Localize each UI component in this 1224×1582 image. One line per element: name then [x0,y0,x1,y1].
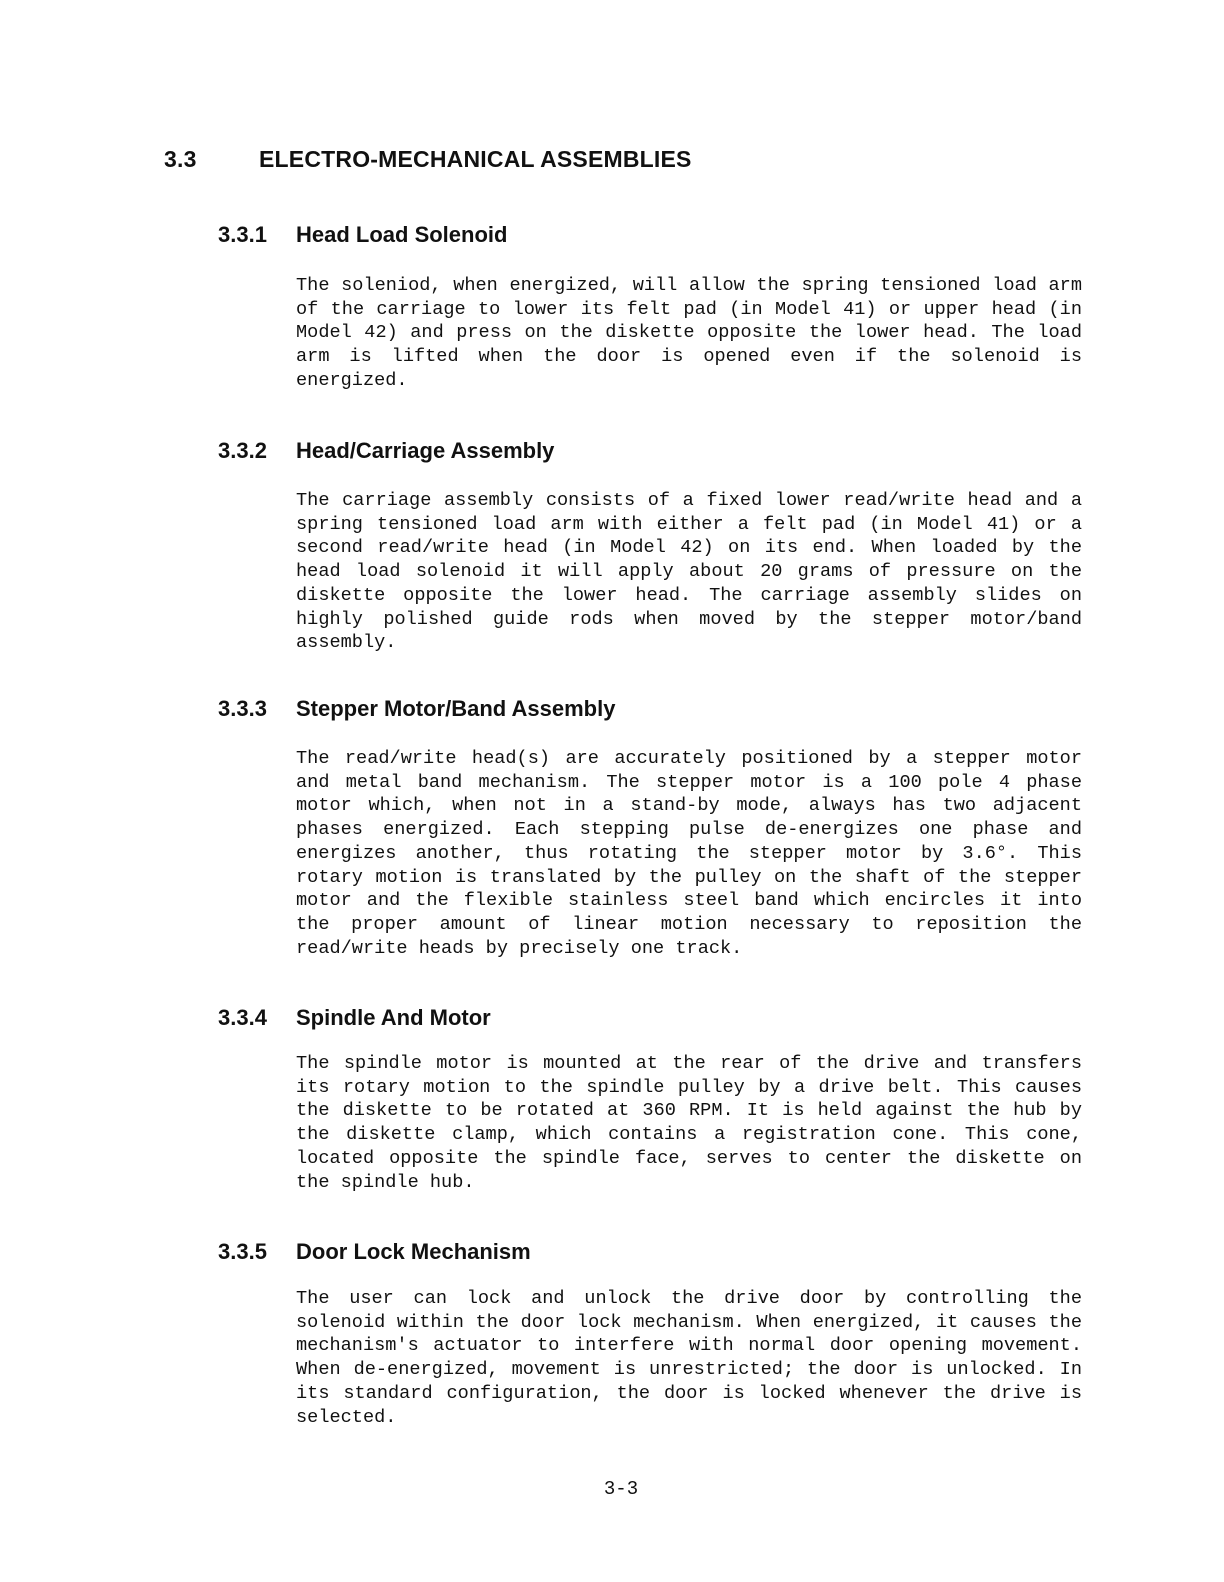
subsection-number: 3.3.3 [218,696,267,721]
subsection-body-3-3-3: The read/write head(s) are accurately positioned by a stepper motor and metal band mechanism. The stepper motor is a 100 pole 4 phase motor which, when not in a stand-by mode, always has two adjacent phases energized. Each stepping pulse de-energizes one phase and energizes another, thus rotating the stepper motor by 3.6°. This rotary motion is translated by the pulley on the shaft of the stepper motor and the flexible stainless steel band which encircles it into the proper amount of linear motion necessary to reposition the read/write heads by precisely one track. [296,748,1082,959]
subsection-heading-3-3-1 [218,222,507,248]
page-number: 3-3 [603,1478,639,1500]
subsection-title: Spindle And Motor [296,1005,491,1030]
subsection-number: 3.3.4 [218,1005,267,1030]
subsection-body-3-3-5: The user can lock and unlock the drive door by controlling the solenoid within the door lock mechanism. When energized, it causes the mechanism's actuator to interfere with normal door opening movement. When de-energized, movement is unrestricted; the door is unlocked. In its standard configuration, the door is locked whenever the drive is selected. [296,1288,1082,1428]
subsection-heading-3-3-5 [218,1239,531,1265]
subsection-title: Head/Carriage Assembly [296,438,555,463]
subsection-title: Head Load Solenoid [296,222,508,247]
subsection-heading-3-3-3 [218,696,615,722]
section-number: 3.3 [164,146,197,172]
subsection-heading-3-3-2 [218,438,554,464]
subsection-body-3-3-4: The spindle motor is mounted at the rear of the drive and transfers its rotary motion to the spindle pulley by a drive belt. This causes the diskette to be rotated at 360 RPM. It is held against the hub by the diskette clamp, which contains a registration cone. This cone, located opposite the spindle face, serves to center the diskette on the spindle hub. [296,1053,1082,1193]
subsection-number: 3.3.5 [218,1239,267,1264]
section-title: ELECTRO-MECHANICAL ASSEMBLIES [259,146,692,172]
subsection-title: Door Lock Mechanism [296,1239,531,1264]
subsection-heading-3-3-4 [218,1005,491,1031]
subsection-body-3-3-2: The carriage assembly consists of a fixed lower read/write head and a spring tensioned load arm with either a felt pad (in Model 41) or a second read/write head (in Model 42) on its end. When loaded by the head load solenoid it will apply about 20 grams of pressure on the diskette opposite the lower head. The carriage assembly slides on highly polished guide rods when moved by the stepper motor/band assembly. [296,490,1082,654]
section-heading [164,146,692,173]
subsection-body-3-3-1: The soleniod, when energized, will allow the spring tensioned load arm of the carriage to lower its felt pad (in Model 41) or upper head (in Model 42) and press on the diskette opposite the lower head. The load arm is lifted when the door is opened even if the solenoid is energized. [296,275,1082,391]
subsection-number: 3.3.1 [218,222,267,247]
subsection-number: 3.3.2 [218,438,267,463]
subsection-title: Stepper Motor/Band Assembly [296,696,616,721]
